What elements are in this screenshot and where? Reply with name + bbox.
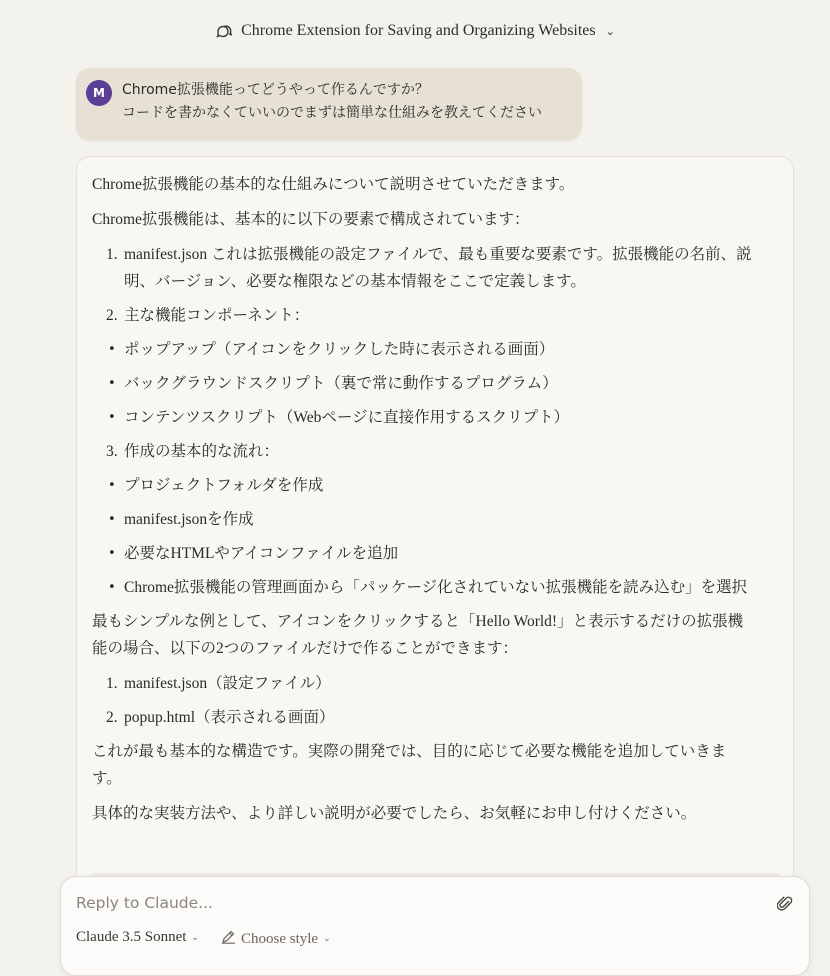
conversation-title[interactable]: Chrome Extension for Saving and Organizing Websites [241, 22, 596, 39]
reply-paragraph: 最もシンプルな例として、アイコンをクリックすると「Hello World!」と表示するだけの拡張機能の場合、以下の2つのファイルだけで作ることができます： [92, 613, 744, 657]
reply-composer [60, 876, 810, 976]
item-text: manifest.json これは拡張機能の設定ファイルで、最も重要な要素です。拡張機能の名前、説明、バージョン、必要な権限などの基本情報をここで定義します。 [124, 246, 752, 290]
item-text: プロジェクトフォルダを作成 [124, 477, 324, 494]
user-message-line: コードを書かなくていいのでまずは簡単な仕組みを教えてください [122, 105, 542, 121]
bullet-icon: • [108, 478, 116, 493]
reply-input[interactable] [76, 892, 736, 914]
reply-paragraph: Chrome拡張機能の基本的な仕組みについて説明させていただきます。 [92, 176, 575, 193]
pen-style-icon [221, 929, 236, 949]
bullet-icon: • [108, 342, 116, 357]
assistant-reply [76, 156, 794, 896]
reply-paragraph: 具体的な実装方法や、より詳しい説明が必要でしたら、お気軽にお申し付けください。 [92, 805, 697, 822]
item-text: ポップアップ（アイコンをクリックした時に表示される画面） [124, 341, 555, 358]
item-text: 主な機能コンポーネント： [124, 307, 310, 324]
bullet-item [92, 540, 753, 567]
bullet-item [92, 506, 753, 533]
item-number: 2. [106, 307, 118, 324]
paperclip-icon[interactable] [777, 894, 793, 917]
style-selector[interactable] [221, 929, 331, 949]
bullet-icon: • [108, 580, 116, 595]
chevron-down-icon: ⌄ [323, 934, 331, 944]
reply-paragraph: これが最も基本的な構造です。実際の開発では、目的に応じて必要な機能を追加していきます。 [92, 743, 727, 787]
bullet-item [92, 370, 753, 397]
item-text: コンテンツスクリプト（Webページに直接作用するスクリプト） [124, 409, 570, 426]
bullet-icon: • [108, 376, 116, 391]
bullet-item [92, 336, 753, 363]
item-number: 1. [106, 675, 118, 692]
numbered-item [92, 241, 753, 295]
item-number: 3. [106, 443, 118, 460]
style-label: Choose style [241, 930, 319, 947]
bullet-item [92, 404, 753, 431]
model-selector[interactable] [76, 929, 199, 946]
item-text: 必要なHTMLやアイコンファイルを追加 [124, 545, 399, 562]
avatar[interactable]: M [86, 80, 112, 106]
chat-bubbles-icon [215, 22, 233, 40]
numbered-item [92, 704, 753, 731]
chevron-down-icon: ⌄ [191, 932, 199, 943]
item-text: manifest.json（設定ファイル） [124, 675, 331, 692]
chevron-down-icon[interactable]: ⌄ [605, 24, 615, 38]
numbered-item [92, 670, 753, 697]
bullet-item [92, 574, 753, 601]
item-text: バックグラウンドスクリプト（裏で常に動作するプログラム） [124, 375, 558, 392]
item-text: 作成の基本的な流れ： [124, 443, 280, 460]
user-message [76, 68, 582, 140]
numbered-item [92, 302, 753, 329]
bullet-icon: • [108, 546, 116, 561]
user-message-line: Chrome拡張機能ってどうやって作るんですか？ [122, 82, 429, 98]
bullet-icon: • [108, 410, 116, 425]
bullet-item [92, 472, 753, 499]
item-text: popup.html（表示される画面） [124, 709, 335, 726]
bullet-icon: • [108, 512, 116, 527]
reply-paragraph: Chrome拡張機能は、基本的に以下の要素で構成されています： [92, 211, 530, 228]
model-label: Claude 3.5 Sonnet [76, 929, 187, 945]
item-number: 1. [106, 246, 118, 263]
item-number: 2. [106, 709, 118, 726]
numbered-item [92, 438, 753, 465]
item-text: manifest.jsonを作成 [124, 511, 254, 528]
conversation-header[interactable] [0, 0, 830, 62]
item-text: Chrome拡張機能の管理画面から「パッケージ化されていない拡張機能を読み込む」を選択 [124, 579, 748, 596]
